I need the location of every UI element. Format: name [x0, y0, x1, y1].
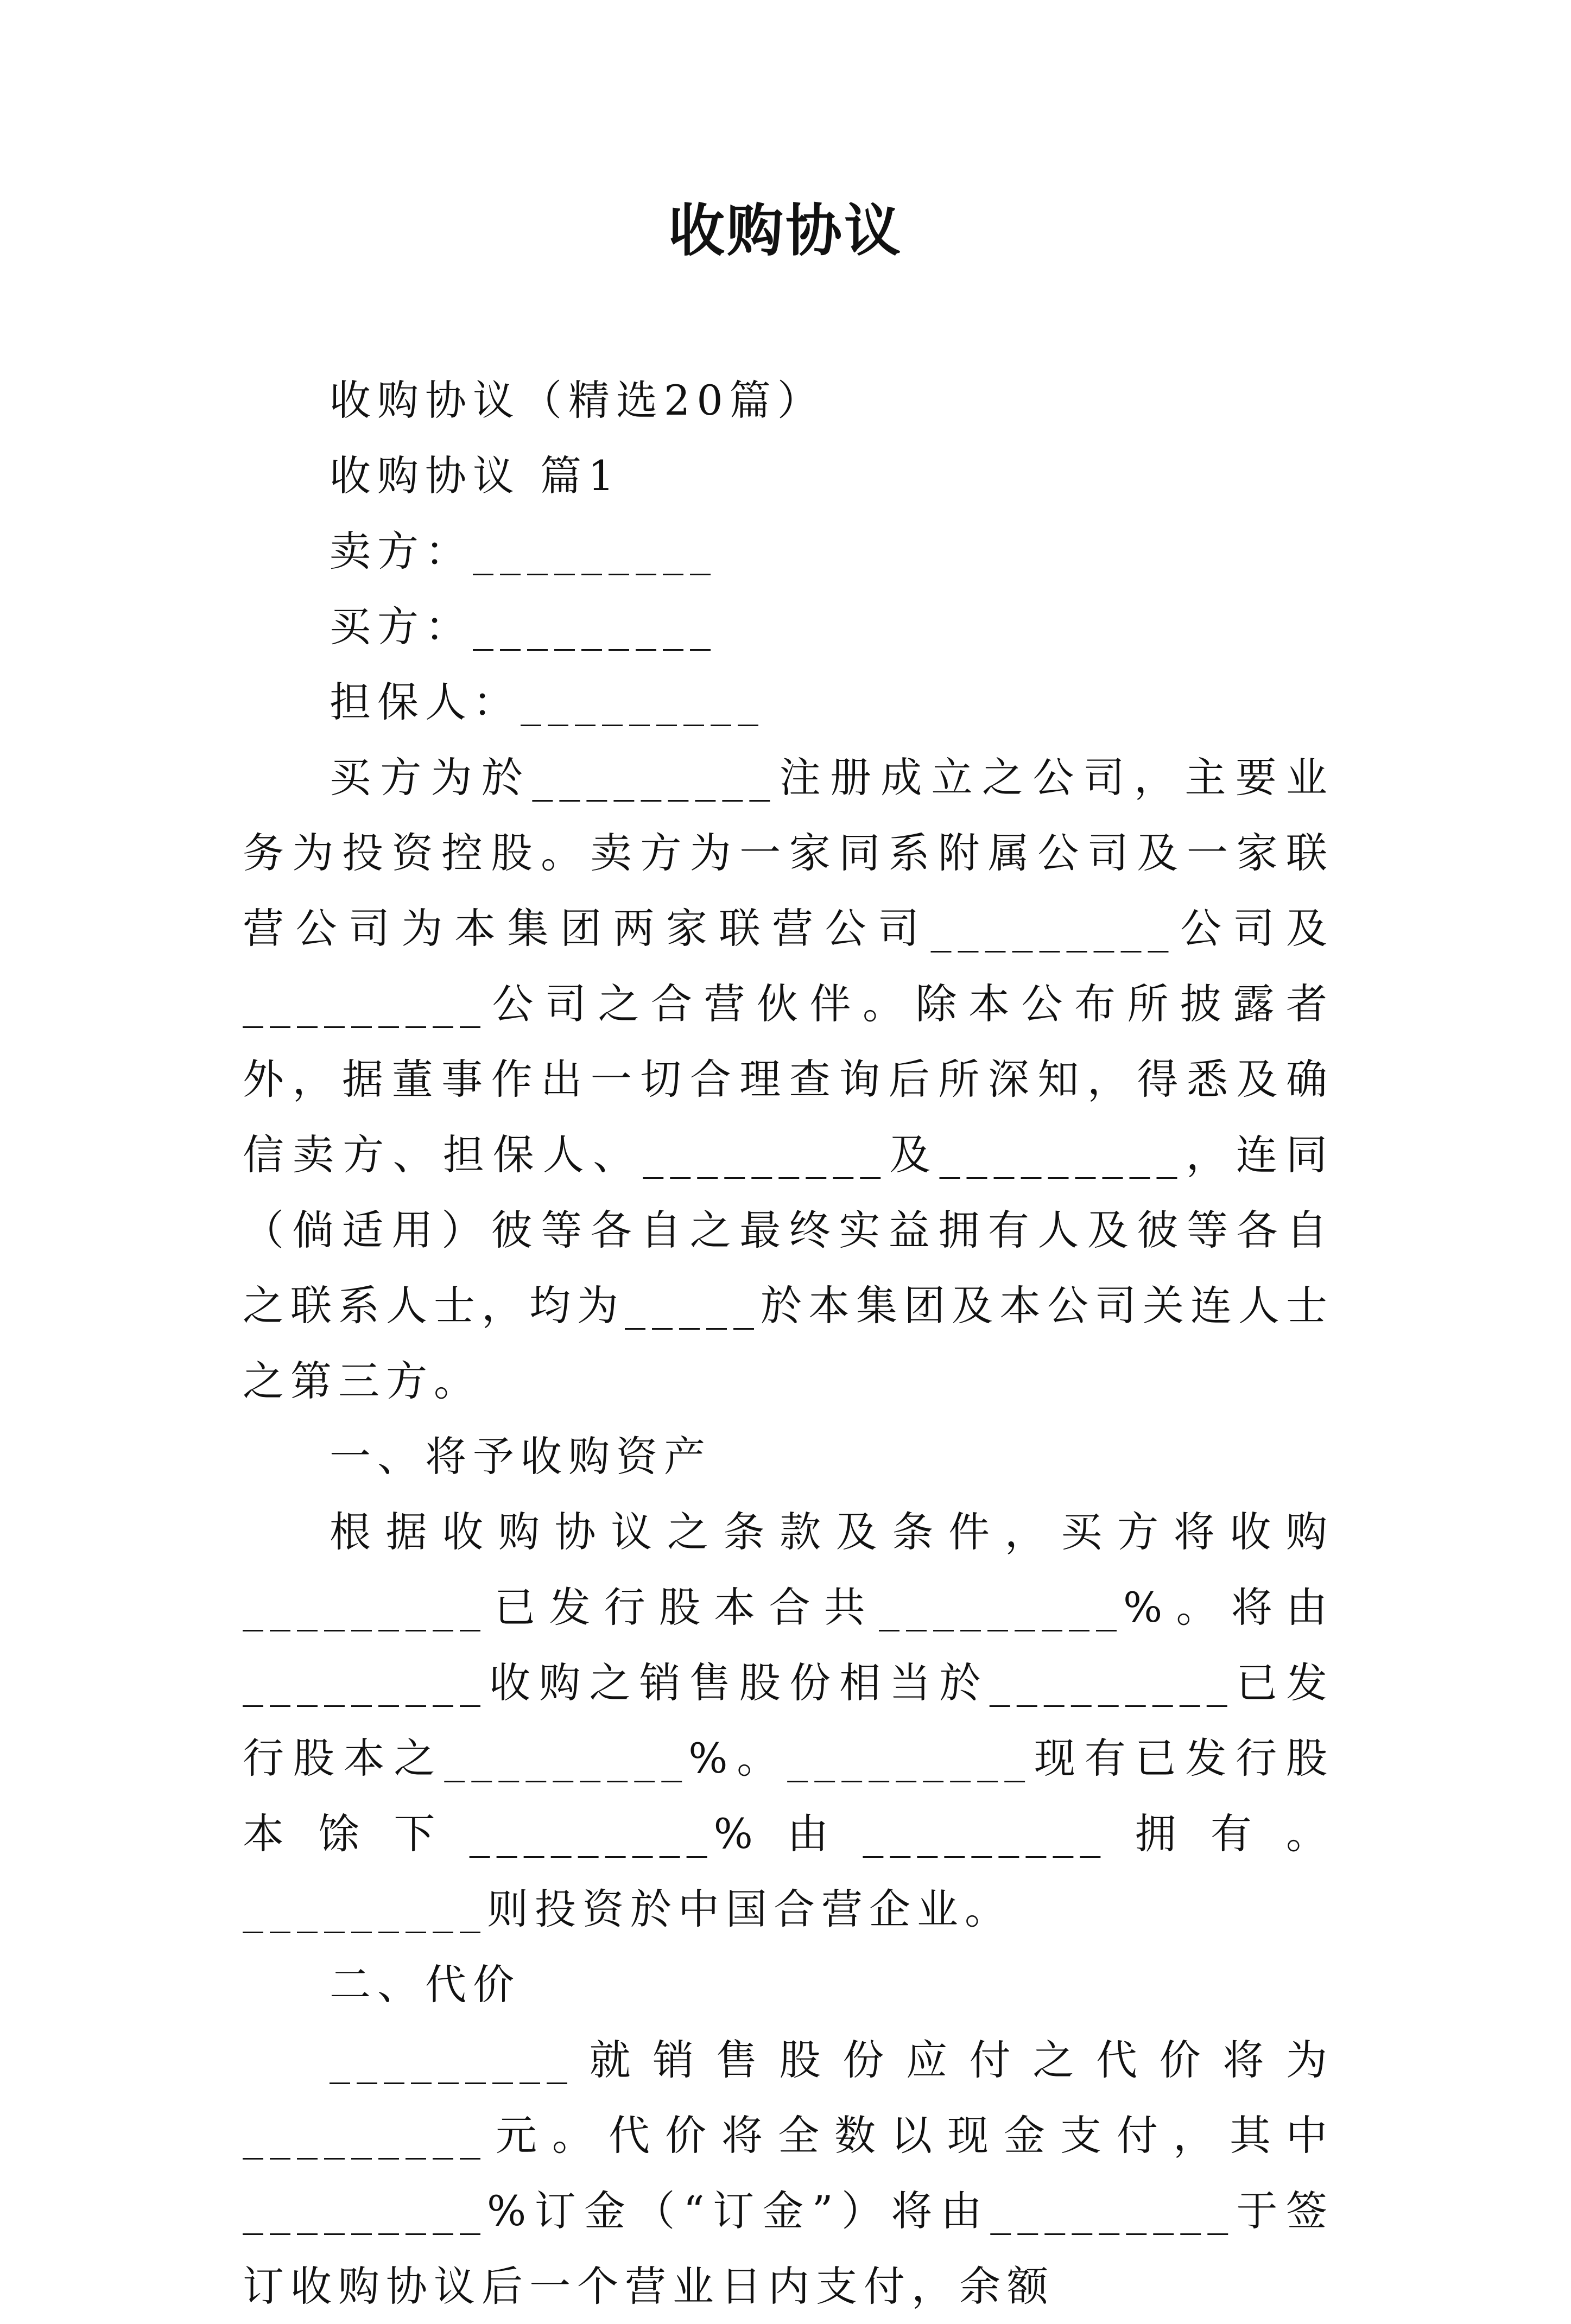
document-body	[243, 363, 1334, 2324]
body-paragraph: 买方为於_________注册成立之公司，主要业务为投资控股。卖方为一家同系附属公司及一家联营公司为本集团两家联营公司_________公司及_________公司之合营伙伴。除本公布所披露者外，据董事作出一切合理查询后所深知，得悉及确信卖方、担保人、_________及_________，连同（倘适用）彼等各自之最终实益拥有人及彼等各自之联系人士，均为_____於本集团及本公司关连人士之第三方。	[243, 753, 1334, 1405]
section-heading: 二、代价	[330, 1960, 521, 2009]
section-heading: 一、将予收购资产	[330, 1432, 712, 1481]
subtitle: 收购协议（精选20篇）	[330, 376, 825, 424]
document-title: 收购协议	[668, 197, 903, 264]
seller-line: 卖方：_________	[330, 527, 717, 575]
section-heading: 收购协议 篇1	[330, 452, 621, 500]
buyer-line: 买方：_________	[330, 602, 717, 651]
body-paragraph: 根据收购协议之条款及条件，买方将收购_________已发行股本合共_________%。将由_________收购之销售股份相当於_________已发行股本之_________%。_________现有已发行股本馀下_________%由_________拥有。_________则投资於中国合营企业。	[243, 1508, 1334, 1933]
guarantor-line: 担保人：_________	[330, 678, 765, 726]
body-paragraph: _________就销售股份应付之代价将为_________元。代价将全数以现金支付，其中_________%订金（“订金”）将由_________于签订收购协议后一个营业日内支付，余额	[243, 2036, 1334, 2310]
